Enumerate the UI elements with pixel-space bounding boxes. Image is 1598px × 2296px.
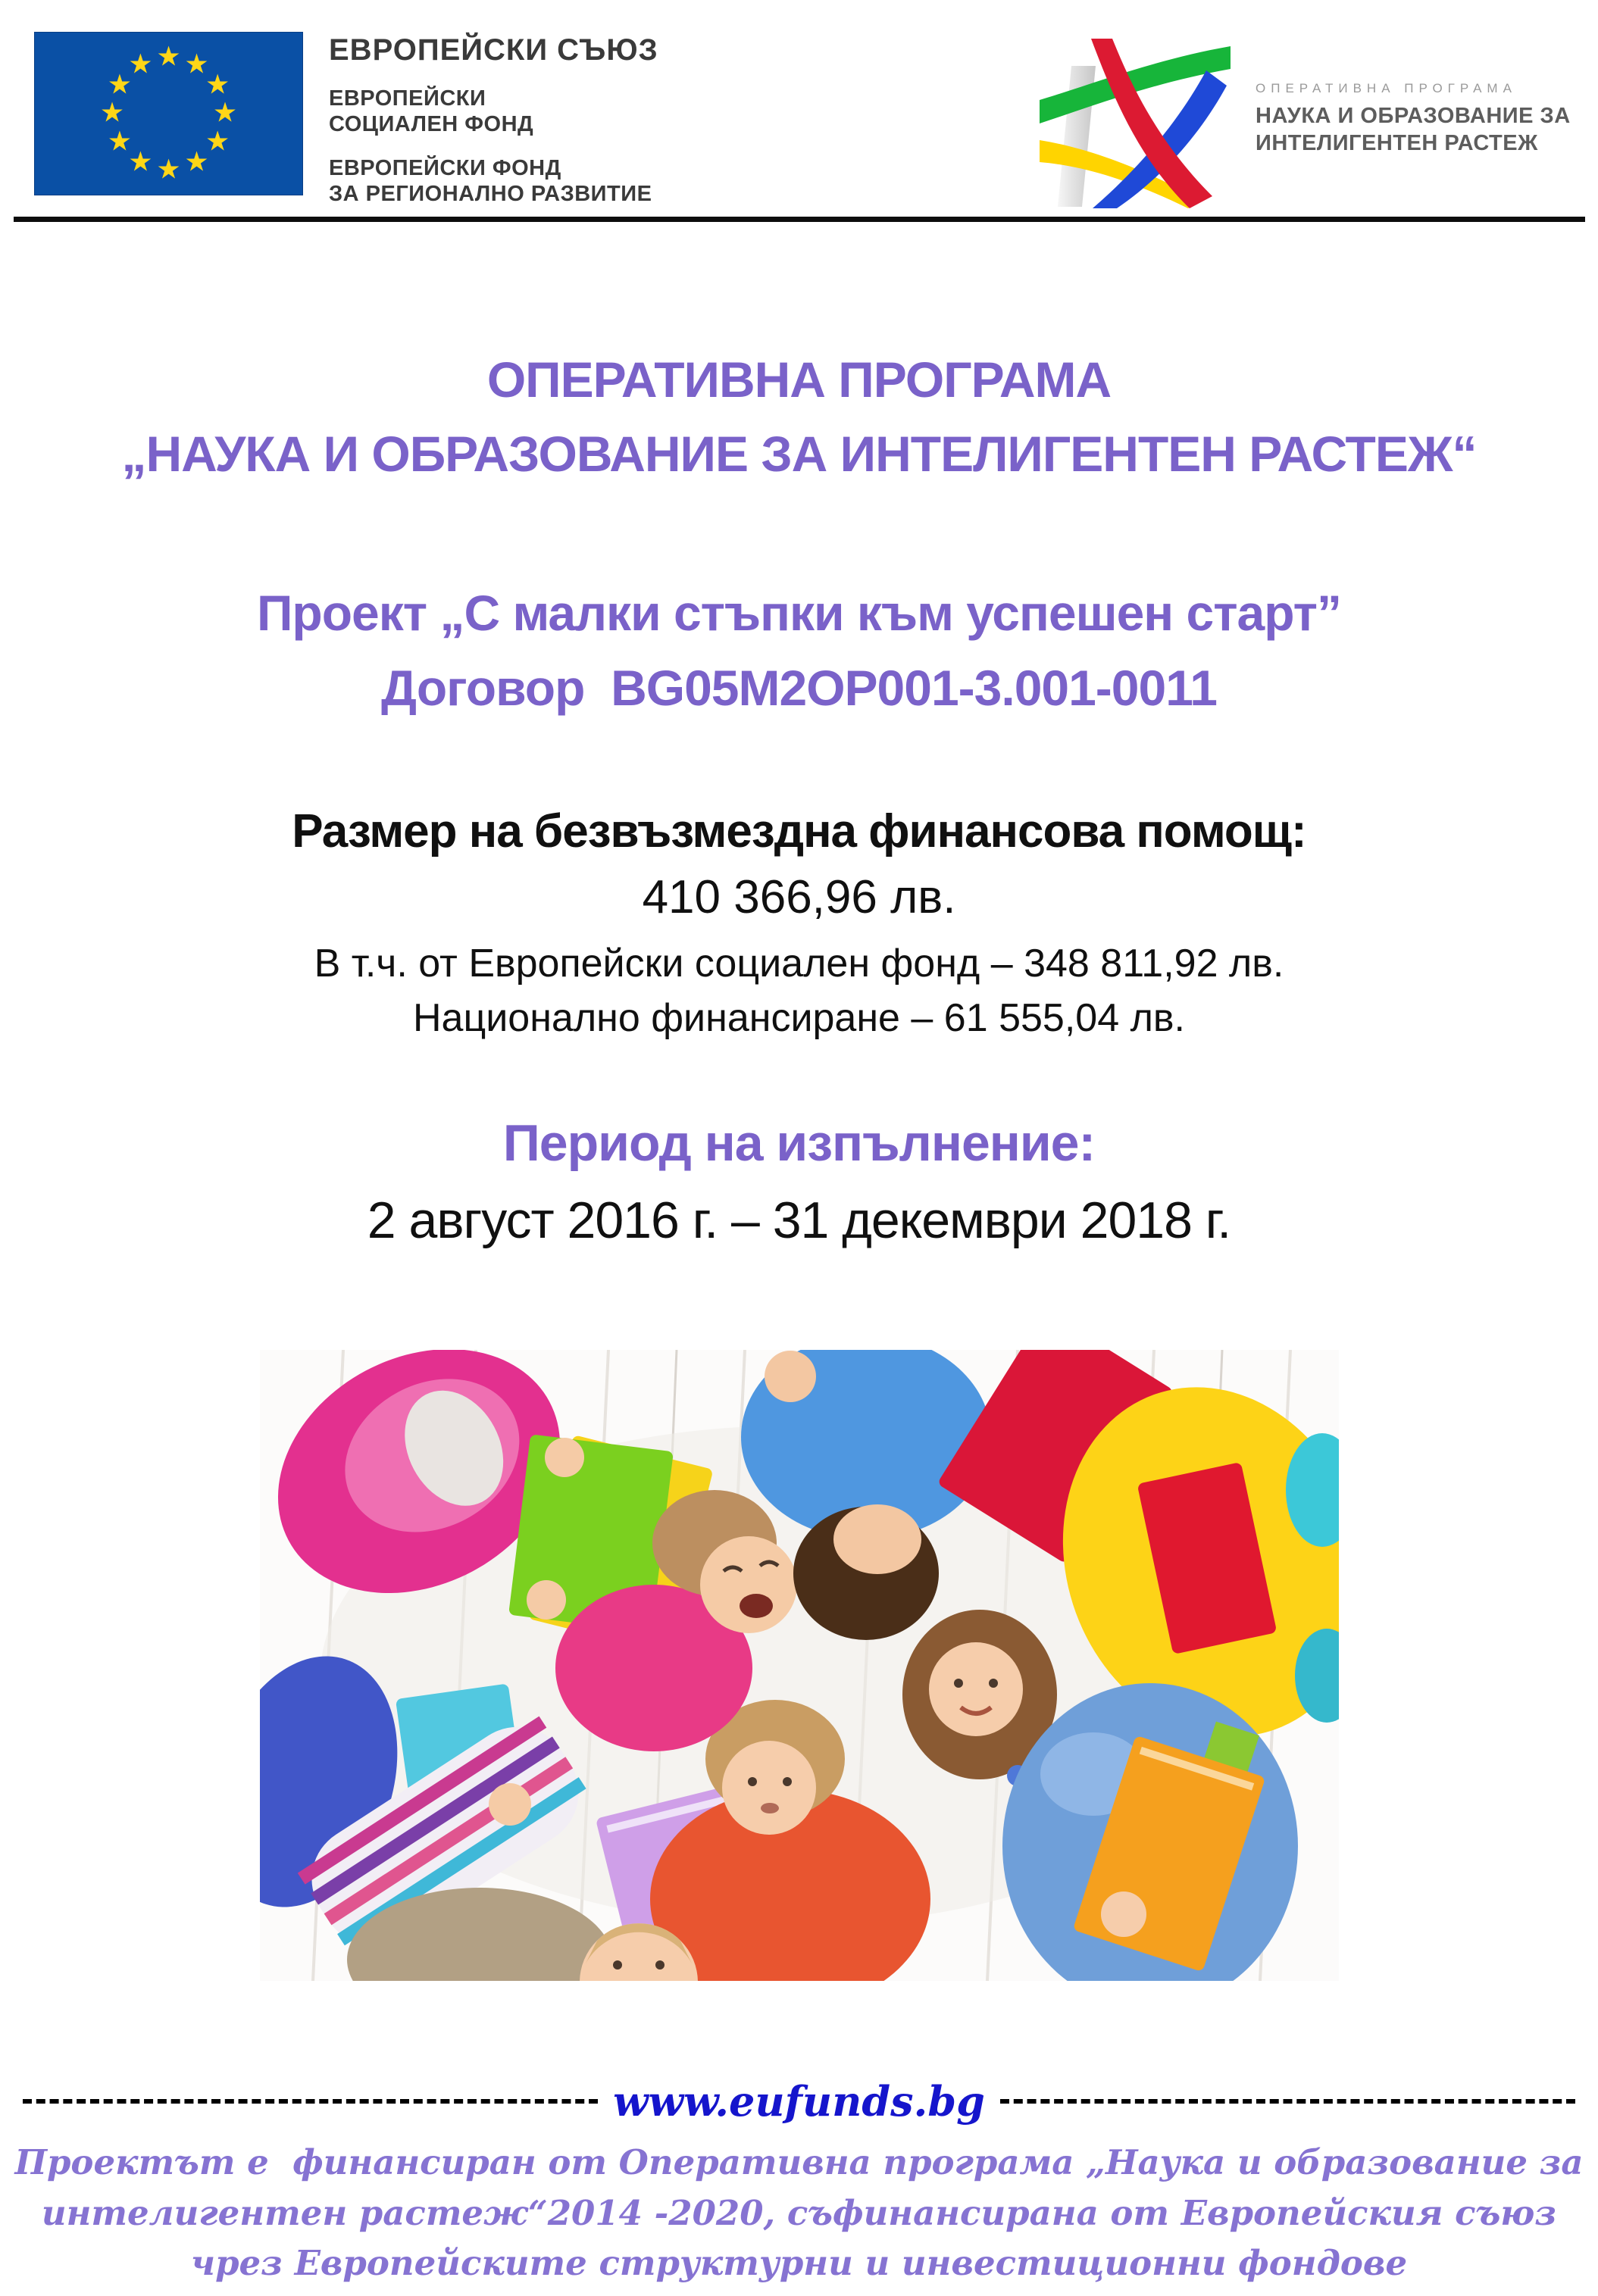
eufunds-link[interactable]: www.eufunds.bg [613,2077,985,2126]
credit-line2: интелигентен растеж“2014 -2020, съфинансирана от Европейския съюз [41,2192,1557,2233]
period-section [0,1114,1598,1250]
eu-social-fund-line2: СОЦИАЛЕН ФОНД [329,112,534,136]
grant-section [0,804,1598,1041]
op-name-line1: НАУКА И ОБРАЗОВАНИЕ ЗА [1256,104,1571,128]
grant-total: 410 366,96 лв. [642,871,956,924]
eu-star-icon: ★ [212,97,238,129]
eu-regional-fund-line1: ЕВРОПЕЙСКИ ФОНД [329,156,561,180]
eu-star-icon: ★ [107,69,133,101]
eu-star-icon: ★ [205,69,230,101]
program-title-line1: ОПЕРАТИВНА ПРОГРАМА [486,351,1112,408]
eu-flag-logo [34,32,658,207]
eu-star-icon: ★ [205,126,230,158]
eu-star-icon: ★ [99,97,125,129]
op-logo-text [1256,27,1571,208]
funding-credit [0,2138,1598,2289]
contract-number: Договор BG05M2OP001-3.001-0011 [381,660,1217,717]
credit-line3: чрез Европейските структурни и инвестиционни фондове [190,2243,1408,2284]
children-photo [260,1350,1339,1981]
divider-dashes-left [23,2099,598,2104]
eu-star-icon: ★ [184,48,209,80]
eu-star-icon: ★ [128,146,153,178]
ribbons-icon [1040,27,1256,208]
eu-union-label: ЕВРОПЕЙСКИ СЪЮЗ [329,33,658,67]
eu-logo-text [329,32,658,207]
op-name-line2: ИНТЕЛИГЕНТЕН РАСТЕЖ [1256,131,1538,155]
period-heading: Период на изпълнение: [502,1114,1096,1173]
period-value: 2 август 2016 г. – 31 декември 2018 г. [367,1192,1231,1250]
eu-regional-fund-label [329,155,658,207]
program-title-line2: „НАУКА И ОБРАЗОВАНИЕ ЗА ИНТЕЛИГЕНТЕН РАСТЕЖ“ [121,425,1477,482]
project-title [0,576,1598,726]
credit-line1: Проектът е финансиран от Оперативна програма „Наука и образование за [14,2142,1584,2182]
eu-star-icon: ★ [128,48,153,80]
eu-star-icon: ★ [184,146,209,178]
program-title [0,343,1598,491]
project-name: Проект „С малки стъпки към успешен старт” [256,585,1341,642]
divider-dashes-right [1000,2099,1575,2104]
grant-heading: Размер на безвъзмездна финансова помощ: [292,805,1306,858]
eu-star-icon: ★ [156,41,181,73]
eu-star-icon: ★ [156,154,181,186]
eu-flag-icon [34,32,303,195]
header [0,0,1598,216]
main-content [0,222,1598,1981]
grant-esf: В т.ч. от Европейски социален фонд – 348 811,92 лв. [314,942,1284,986]
operational-program-logo [1040,27,1571,208]
eu-social-fund-line1: ЕВРОПЕЙСКИ [329,86,486,111]
children-photo-illustration [260,1350,1339,1981]
footer-divider [23,2077,1575,2126]
eu-regional-fund-line2: ЗА РЕГИОНАЛНО РАЗВИТИЕ [329,182,652,206]
eu-social-fund-label [329,86,658,137]
grant-national: Национално финансиране – 61 555,04 лв. [412,996,1185,1041]
eu-star-icon: ★ [107,126,133,158]
header-divider [14,217,1585,222]
op-program-label: ОПЕРАТИВНА ПРОГРАМА [1256,81,1517,95]
